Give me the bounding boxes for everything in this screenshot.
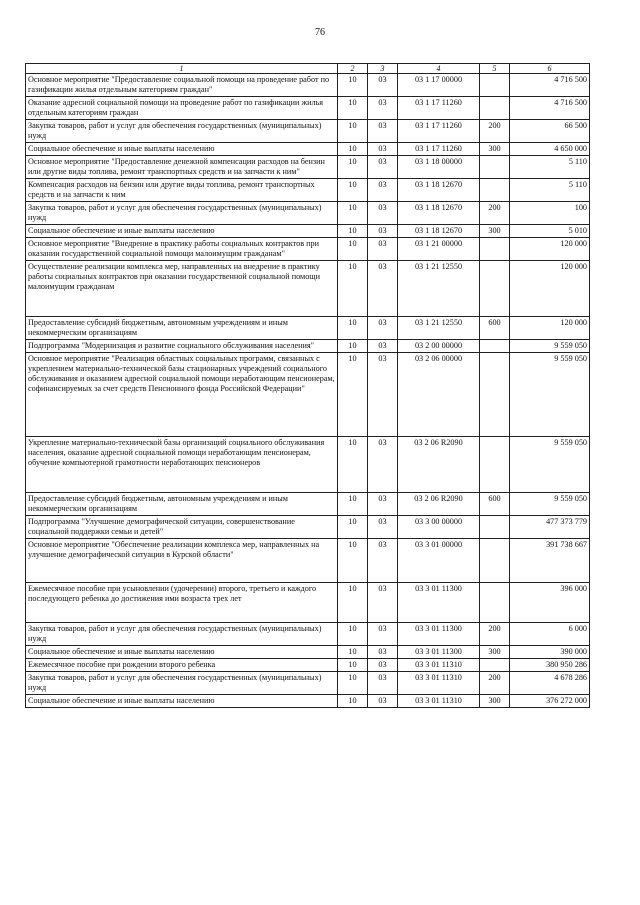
table-row: [26, 539, 590, 583]
subsection-code: 03: [368, 623, 398, 646]
table-row: [26, 659, 590, 672]
section-code: 10: [338, 97, 368, 120]
expense-type-code: 600: [480, 317, 510, 340]
subsection-code: 03: [368, 74, 398, 97]
row-description: Основное мероприятие "Предоставление денежной компенсации расходов на бензин или другие виды топлива, ремонт транспортных средств и на запчасти к ним": [26, 156, 338, 179]
section-code: 10: [338, 225, 368, 238]
expense-type-code: 200: [480, 672, 510, 695]
row-description: Осуществление реализации комплекса мер, направленных на внедрение в практику работы социальных контрактов при оказании государственной социальной помощи малоимущим гражданам: [26, 261, 338, 317]
target-article-code: 03 3 01 11300: [398, 646, 480, 659]
table-row: [26, 646, 590, 659]
amount: 120 000: [510, 261, 590, 317]
expense-type-code: [480, 238, 510, 261]
expense-type-code: [480, 353, 510, 437]
expense-type-code: [480, 261, 510, 317]
table-row: [26, 225, 590, 238]
row-description: Социальное обеспечение и иные выплаты населению: [26, 695, 338, 708]
column-header: 2: [338, 64, 368, 74]
column-header: 1: [26, 64, 338, 74]
section-code: 10: [338, 143, 368, 156]
target-article-code: 03 1 17 00000: [398, 74, 480, 97]
subsection-code: 03: [368, 120, 398, 143]
row-description: Основное мероприятие "Внедрение в практику работы социальных контрактов при оказании государственной социальной помощи малоимущим гражданам": [26, 238, 338, 261]
table-row: [26, 317, 590, 340]
amount: 380 950 286: [510, 659, 590, 672]
table-row: [26, 238, 590, 261]
target-article-code: 03 1 21 00000: [398, 238, 480, 261]
row-description: Основное мероприятие "Обеспечение реализации комплекса мер, направленных на улучшение демографической ситуации в Курской области": [26, 539, 338, 583]
expense-type-code: [480, 539, 510, 583]
section-code: 10: [338, 659, 368, 672]
section-code: 10: [338, 317, 368, 340]
expense-type-code: [480, 179, 510, 202]
section-code: 10: [338, 646, 368, 659]
amount: 66 500: [510, 120, 590, 143]
section-code: 10: [338, 493, 368, 516]
subsection-code: 03: [368, 516, 398, 539]
target-article-code: 03 3 01 11310: [398, 695, 480, 708]
amount: 390 000: [510, 646, 590, 659]
row-description: Социальное обеспечение и иные выплаты населению: [26, 225, 338, 238]
section-code: 10: [338, 340, 368, 353]
subsection-code: 03: [368, 261, 398, 317]
target-article-code: 03 1 17 11260: [398, 97, 480, 120]
table-row: [26, 156, 590, 179]
expense-type-code: 200: [480, 202, 510, 225]
table-row: [26, 493, 590, 516]
table-header-row: [26, 64, 590, 74]
table-body: [26, 74, 590, 708]
amount: 9 559 050: [510, 353, 590, 437]
table-row: [26, 516, 590, 539]
expense-type-code: 300: [480, 143, 510, 156]
target-article-code: 03 2 06 R2090: [398, 437, 480, 493]
table-row: [26, 179, 590, 202]
amount: 4 678 286: [510, 672, 590, 695]
target-article-code: 03 1 17 11260: [398, 143, 480, 156]
expense-type-code: [480, 156, 510, 179]
expense-type-code: [480, 340, 510, 353]
table-row: [26, 202, 590, 225]
section-code: 10: [338, 156, 368, 179]
table-row: [26, 695, 590, 708]
target-article-code: 03 1 18 12670: [398, 179, 480, 202]
column-header: 3: [368, 64, 398, 74]
subsection-code: 03: [368, 672, 398, 695]
row-description: Подпрограмма "Улучшение демографической ситуации, совершенствование социальной поддержки семьи и детей": [26, 516, 338, 539]
subsection-code: 03: [368, 659, 398, 672]
amount: 9 559 050: [510, 437, 590, 493]
expense-type-code: [480, 516, 510, 539]
row-description: Основное мероприятие "Предоставление социальной помощи на проведение работ по газификации жилья отдельным категориям граждан": [26, 74, 338, 97]
row-description: Закупка товаров, работ и услуг для обеспечения государственных (муниципальных) нужд: [26, 623, 338, 646]
target-article-code: 03 1 18 00000: [398, 156, 480, 179]
section-code: 10: [338, 353, 368, 437]
row-description: Социальное обеспечение и иные выплаты населению: [26, 646, 338, 659]
table-row: [26, 261, 590, 317]
amount: 5 010: [510, 225, 590, 238]
amount: 9 559 050: [510, 340, 590, 353]
section-code: 10: [338, 202, 368, 225]
target-article-code: 03 2 06 R2090: [398, 493, 480, 516]
section-code: 10: [338, 672, 368, 695]
target-article-code: 03 2 00 00000: [398, 340, 480, 353]
table-row: [26, 97, 590, 120]
expense-type-code: [480, 659, 510, 672]
expense-type-code: 300: [480, 646, 510, 659]
section-code: 10: [338, 120, 368, 143]
row-description: Ежемесячное пособие при рождении второго ребенка: [26, 659, 338, 672]
amount: 5 110: [510, 179, 590, 202]
expense-type-code: [480, 583, 510, 623]
subsection-code: 03: [368, 143, 398, 156]
page-number: 76: [315, 27, 325, 38]
section-code: 10: [338, 179, 368, 202]
target-article-code: 03 3 01 11300: [398, 623, 480, 646]
amount: 120 000: [510, 238, 590, 261]
row-description: Подпрограмма "Модернизация и развитие социального обслуживания населения": [26, 340, 338, 353]
table-row: [26, 672, 590, 695]
table-row: [26, 623, 590, 646]
target-article-code: 03 3 01 11310: [398, 659, 480, 672]
budget-table: [25, 63, 590, 708]
subsection-code: 03: [368, 97, 398, 120]
expense-type-code: [480, 74, 510, 97]
expense-type-code: [480, 97, 510, 120]
subsection-code: 03: [368, 317, 398, 340]
expense-type-code: [480, 437, 510, 493]
target-article-code: 03 1 21 12550: [398, 261, 480, 317]
target-article-code: 03 2 06 00000: [398, 353, 480, 437]
row-description: Закупка товаров, работ и услуг для обеспечения государственных (муниципальных) нужд: [26, 672, 338, 695]
amount: 391 738 667: [510, 539, 590, 583]
table-row: [26, 120, 590, 143]
subsection-code: 03: [368, 340, 398, 353]
amount: 4 650 000: [510, 143, 590, 156]
amount: 477 373 779: [510, 516, 590, 539]
target-article-code: 03 3 00 00000: [398, 516, 480, 539]
subsection-code: 03: [368, 353, 398, 437]
target-article-code: 03 3 01 11310: [398, 672, 480, 695]
subsection-code: 03: [368, 539, 398, 583]
row-description: Основное мероприятие "Реализация областных социальных программ, связанных с укреплением материально-технической базы стационарных учреждений социального обслуживания и оказанием адресной социальной помощи неработающим пенсионерам, софинансируемых за счет средств Пенсионного фонда Российской Федерации": [26, 353, 338, 437]
section-code: 10: [338, 516, 368, 539]
table-row: [26, 340, 590, 353]
amount: 4 716 500: [510, 97, 590, 120]
row-description: Компенсация расходов на бензин или другие виды топлива, ремонт транспортных средств и на запчасти к ним: [26, 179, 338, 202]
section-code: 10: [338, 623, 368, 646]
section-code: 10: [338, 74, 368, 97]
amount: 9 559 050: [510, 493, 590, 516]
amount: 120 000: [510, 317, 590, 340]
section-code: 10: [338, 437, 368, 493]
section-code: 10: [338, 539, 368, 583]
row-description: Закупка товаров, работ и услуг для обеспечения государственных (муниципальных) нужд: [26, 120, 338, 143]
table-row: [26, 74, 590, 97]
table-row: [26, 353, 590, 437]
table-row: [26, 583, 590, 623]
subsection-code: 03: [368, 238, 398, 261]
subsection-code: 03: [368, 583, 398, 623]
row-description: Социальное обеспечение и иные выплаты населению: [26, 143, 338, 156]
amount: 376 272 000: [510, 695, 590, 708]
target-article-code: 03 3 01 11300: [398, 583, 480, 623]
row-description: Ежемесячное пособие при усыновлении (удочерении) второго, третьего и каждого последующего ребенка до достижения ими возраста трех лет: [26, 583, 338, 623]
target-article-code: 03 3 01 00000: [398, 539, 480, 583]
target-article-code: 03 1 18 12670: [398, 202, 480, 225]
row-description: Оказание адресной социальной помощи на проведение работ по газификации жилья отдельным категориям граждан: [26, 97, 338, 120]
subsection-code: 03: [368, 225, 398, 238]
section-code: 10: [338, 261, 368, 317]
expense-type-code: 200: [480, 120, 510, 143]
expense-type-code: 300: [480, 225, 510, 238]
subsection-code: 03: [368, 156, 398, 179]
section-code: 10: [338, 695, 368, 708]
amount: 6 000: [510, 623, 590, 646]
column-header: 5: [480, 64, 510, 74]
section-code: 10: [338, 238, 368, 261]
amount: 396 000: [510, 583, 590, 623]
expense-type-code: 300: [480, 695, 510, 708]
subsection-code: 03: [368, 179, 398, 202]
subsection-code: 03: [368, 202, 398, 225]
expense-type-code: 600: [480, 493, 510, 516]
amount: 100: [510, 202, 590, 225]
amount: 4 716 500: [510, 74, 590, 97]
target-article-code: 03 1 21 12550: [398, 317, 480, 340]
row-description: Предоставление субсидий бюджетным, автономным учреждениям и иным некоммерческим организациям: [26, 317, 338, 340]
column-header: 6: [510, 64, 590, 74]
target-article-code: 03 1 17 11260: [398, 120, 480, 143]
table-row: [26, 143, 590, 156]
row-description: Укрепление материально-технической базы организаций социального обслуживания населения, оказание адресной социальной помощи неработающим пенсионерам, обучение компьютерной грамотности неработающих пенсионеров: [26, 437, 338, 493]
column-header: 4: [398, 64, 480, 74]
row-description: Предоставление субсидий бюджетным, автономным учреждениям и иным некоммерческим организациям: [26, 493, 338, 516]
amount: 5 110: [510, 156, 590, 179]
table-row: [26, 437, 590, 493]
section-code: 10: [338, 583, 368, 623]
row-description: Закупка товаров, работ и услуг для обеспечения государственных (муниципальных) нужд: [26, 202, 338, 225]
subsection-code: 03: [368, 646, 398, 659]
subsection-code: 03: [368, 437, 398, 493]
subsection-code: 03: [368, 493, 398, 516]
target-article-code: 03 1 18 12670: [398, 225, 480, 238]
expense-type-code: 200: [480, 623, 510, 646]
subsection-code: 03: [368, 695, 398, 708]
